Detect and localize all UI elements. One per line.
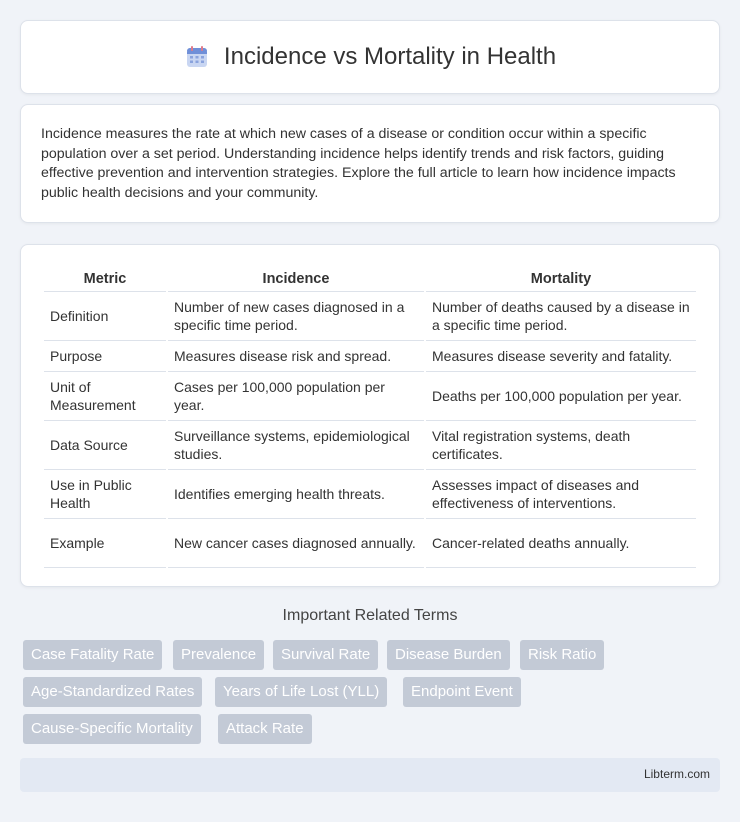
mortality-cell: Vital registration systems, death certificates.	[426, 421, 696, 470]
related-term-tag[interactable]: Risk Ratio	[520, 640, 604, 670]
header-card	[20, 20, 720, 94]
metric-cell: Definition	[44, 292, 166, 341]
metric-cell: Purpose	[44, 341, 166, 372]
mortality-cell: Measures disease severity and fatality.	[426, 341, 696, 372]
table-row	[44, 470, 696, 519]
related-term-tag[interactable]: Attack Rate	[218, 714, 312, 744]
mortality-cell: Cancer-related deaths annually.	[426, 519, 696, 568]
footer-site-link[interactable]: Libterm.com	[643, 767, 710, 781]
comparison-table-card	[20, 244, 720, 587]
metric-cell: Data Source	[44, 421, 166, 470]
incidence-cell: New cancer cases diagnosed annually.	[168, 519, 424, 568]
title-wrap	[184, 43, 556, 71]
intro-text: Incidence measures the rate at which new cases of a disease or condition occur within a specific population over a set period. Understanding incidence helps identify trends and risk factors, guiding effective prevention and intervention strategies. Explore the full article to learn how incidence impacts public health decisions and your community.	[41, 126, 676, 201]
mortality-cell: Assesses impact of diseases and effectiveness of interventions.	[426, 470, 696, 519]
metric-cell: Use in Public Health	[44, 470, 166, 519]
related-terms-title: Important Related Terms	[282, 607, 458, 624]
related-term-tag[interactable]: Cause-Specific Mortality	[23, 714, 201, 744]
incidence-cell: Number of new cases diagnosed in a specific time period.	[168, 292, 424, 341]
calendar-icon	[184, 44, 210, 70]
table-row	[44, 421, 696, 470]
header-incidence: Incidence	[168, 263, 424, 292]
header-mortality: Mortality	[426, 263, 696, 292]
intro-card	[20, 104, 720, 223]
footer	[20, 758, 720, 792]
related-term-tag[interactable]: Disease Burden	[387, 640, 510, 670]
table-row	[44, 372, 696, 421]
table-row	[44, 292, 696, 341]
related-term-tag[interactable]: Survival Rate	[273, 640, 378, 670]
incidence-cell: Cases per 100,000 population per year.	[168, 372, 424, 421]
table-row	[44, 341, 696, 372]
comparison-table	[42, 263, 698, 568]
related-term-tag[interactable]: Prevalence	[173, 640, 264, 670]
page-title: Incidence vs Mortality in Health	[223, 43, 557, 70]
table-header-row	[44, 263, 696, 292]
metric-cell: Unit of Measurement	[44, 372, 166, 421]
incidence-cell: Measures disease risk and spread.	[168, 341, 424, 372]
related-term-tag[interactable]: Age-Standardized Rates	[23, 677, 202, 707]
incidence-cell: Surveillance systems, epidemiological studies.	[168, 421, 424, 470]
related-term-tag[interactable]: Endpoint Event	[403, 677, 521, 707]
related-term-tag[interactable]: Years of Life Lost (YLL)	[215, 677, 387, 707]
mortality-cell: Number of deaths caused by a disease in a specific time period.	[426, 292, 696, 341]
metric-cell: Example	[44, 519, 166, 568]
incidence-cell: Identifies emerging health threats.	[168, 470, 424, 519]
related-term-tag[interactable]: Case Fatality Rate	[23, 640, 162, 670]
table-row	[44, 519, 696, 568]
mortality-cell: Deaths per 100,000 population per year.	[426, 372, 696, 421]
header-metric: Metric	[44, 263, 166, 292]
